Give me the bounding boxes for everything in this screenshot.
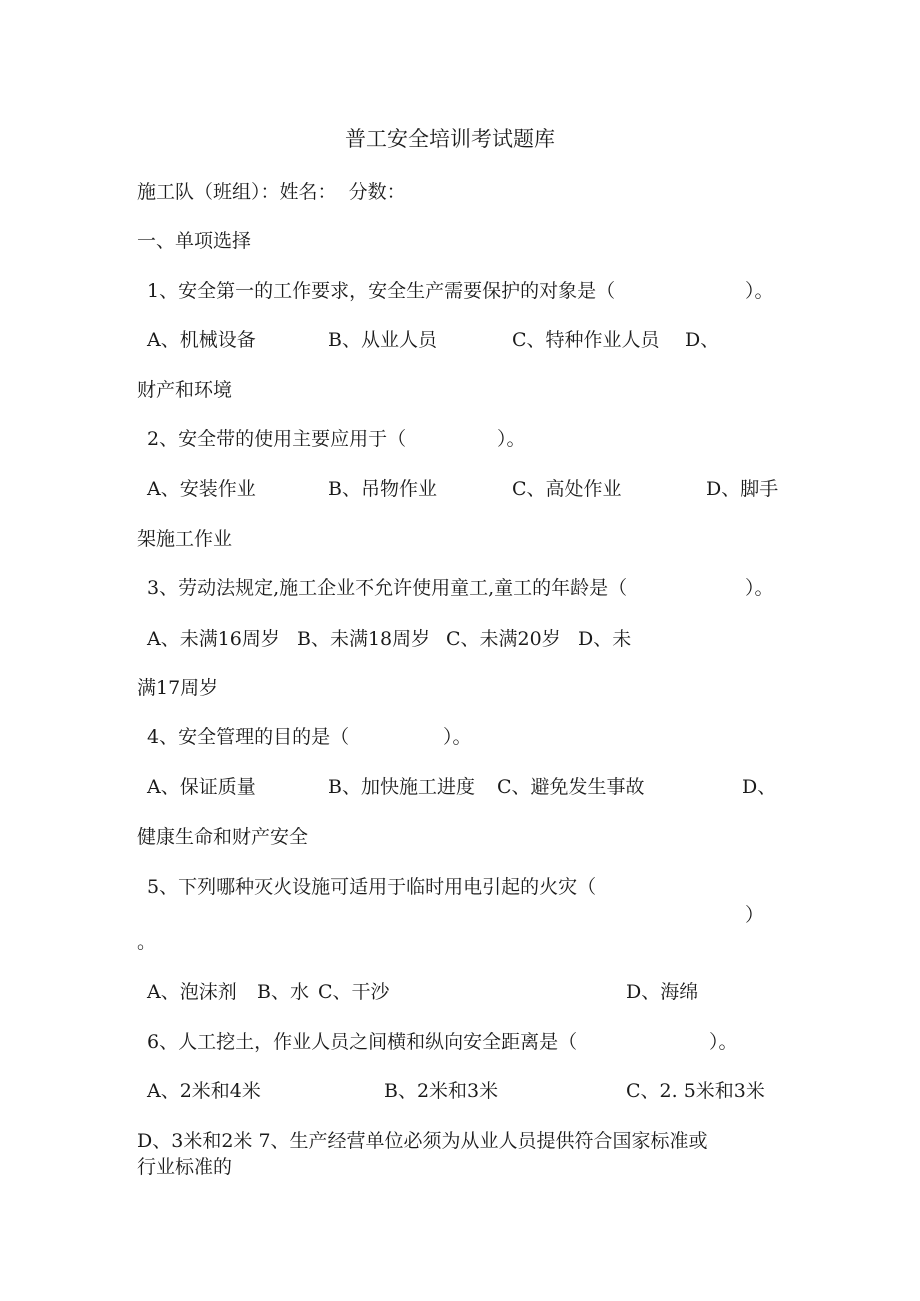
document-title: 普工安全培训考试题库 xyxy=(345,127,555,151)
question-2-stem: 2、安全带的使用主要应用于（ xyxy=(147,428,407,450)
question-6-option-a: A、2米和4米 xyxy=(147,1080,261,1102)
question-5-option-d: D、海绵 xyxy=(626,981,699,1003)
question-5-close: ） xyxy=(745,904,765,926)
question-2-option-a: A、安装作业 xyxy=(147,478,256,500)
question-5-option-c: C、干沙 xyxy=(318,981,390,1003)
question-1-option-d: D、 xyxy=(685,329,720,351)
question-6-option-c: C、2. 5米和3米 xyxy=(626,1080,765,1102)
question-1-stem: 1、安全第一的工作要求，安全生产需要保护的对象是（ xyxy=(147,280,616,302)
question-2-option-b: B、吊物作业 xyxy=(328,478,437,500)
question-2-option-c: C、高处作业 xyxy=(512,478,622,500)
question-6-stem: 6、人工挖土，作业人员之间横和纵向安全距离是（ xyxy=(147,1031,578,1053)
question-4-option-c: C、避免发生事故 xyxy=(497,776,645,798)
question-4-option-b: B、加快施工进度 xyxy=(328,776,475,798)
question-1-option-d-continued: 财产和环境 xyxy=(137,379,233,401)
question-2-option-d-continued: 架施工作业 xyxy=(137,528,233,550)
question-6-option-d-and-question-7: D、3米和2米 7、生产经营单位必须为从业人员提供符合国家标准或 xyxy=(137,1130,708,1152)
question-3-close: ）。 xyxy=(745,577,774,599)
question-5-stem: 5、下列哪种灭火设施可适用于临时用电引起的火灾（ xyxy=(147,876,597,898)
question-2-option-d: D、脚手 xyxy=(706,478,779,500)
question-1-option-c: C、特种作业人员 xyxy=(512,329,660,351)
question-3-option-d-continued: 满17周岁 xyxy=(137,677,219,699)
question-5-close-period: 。 xyxy=(137,931,157,953)
question-1-option-b: B、从业人员 xyxy=(328,329,437,351)
question-6-option-b: B、2米和3米 xyxy=(384,1080,499,1102)
question-4-close: ）。 xyxy=(443,726,472,748)
question-5-option-a: A、泡沫剂 xyxy=(147,981,237,1003)
section-heading: 一、单项选择 xyxy=(137,230,252,252)
question-4-option-d: D、 xyxy=(742,776,777,798)
question-2-close: ）。 xyxy=(497,428,526,450)
question-6-close: ）。 xyxy=(709,1031,738,1053)
question-5-option-b: B、水 xyxy=(257,981,309,1003)
question-3-option-b: B、未满18周岁 xyxy=(297,628,431,650)
question-3-option-d: D、未 xyxy=(578,628,632,650)
question-3-option-c: C、未满20岁 xyxy=(446,628,561,650)
header-line: 施工队（班组）：姓名： 分数： xyxy=(137,181,406,203)
question-1-close: ）。 xyxy=(745,280,774,302)
question-3-stem: 3、劳动法规定,施工企业不允许使用童工,童工的年龄是（ xyxy=(147,577,628,599)
question-4-stem: 4、安全管理的目的是（ xyxy=(147,726,350,748)
question-1-option-a: A、机械设备 xyxy=(147,329,256,351)
question-4-option-a: A、保证质量 xyxy=(147,776,256,798)
question-4-option-d-continued: 健康生命和财产安全 xyxy=(137,826,309,848)
question-7-continued: 行业标准的 xyxy=(137,1156,233,1178)
question-3-option-a: A、未满16周岁 xyxy=(147,628,280,650)
